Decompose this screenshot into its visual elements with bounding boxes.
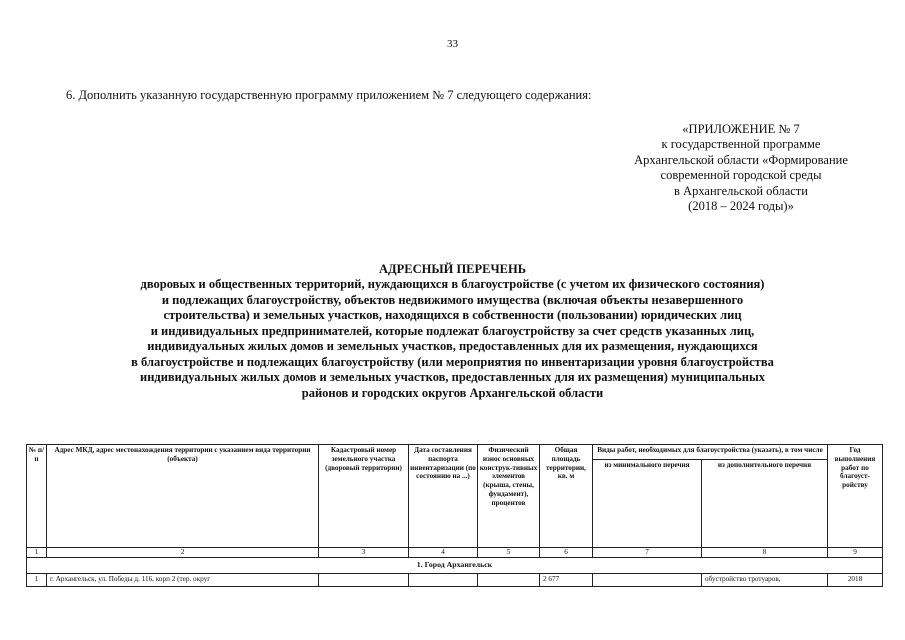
column-number: 8 xyxy=(702,548,828,558)
cell-cadastral xyxy=(319,574,409,587)
header-wear: Физический износ основных конструк-тивных элементов (крыша, стены, фундамент), процентов xyxy=(478,445,540,548)
header-year: Год выполнения работ по благоуст-ройству xyxy=(828,445,883,548)
header-area: Общая площадь территории, кв. м xyxy=(540,445,593,548)
cell-year: 2018 xyxy=(828,574,883,587)
header-works: Виды работ, необходимых для благоустройства (указать), в том числе xyxy=(593,445,828,460)
section-title: 1. Город Архангельск xyxy=(27,558,883,574)
subtitle-line: районов и городских округов Архангельской области xyxy=(301,385,604,400)
cell-works-min xyxy=(593,574,702,587)
column-number: 5 xyxy=(478,548,540,558)
column-number-row xyxy=(27,548,883,558)
address-list-table xyxy=(26,444,883,587)
header-cadastral: Кадастровый номер земельного участка (дворовый территории) xyxy=(319,445,409,548)
column-number: 1 xyxy=(27,548,47,558)
cell-wear xyxy=(478,574,540,587)
subtitle-line: и индивидуальных предпринимателей, которые подлежат благоустройству за счет средств указанных лиц, xyxy=(150,323,755,338)
appendix-line: «ПРИЛОЖЕНИЕ № 7 xyxy=(682,122,800,136)
appendix-line: к государственной программе xyxy=(661,137,821,152)
cell-area: 2 677 xyxy=(540,574,593,587)
header-passport-date: Дата составления паспорта инвентаризации (по состоянию на ...) xyxy=(409,445,478,548)
subtitle-line: в благоустройстве и подлежащих благоустройству (или мероприятия по инвентаризации уровня благоустройства xyxy=(131,354,774,369)
subtitle-line: и подлежащих благоустройству, объектов недвижимого имущества (включая объекты незавершенного xyxy=(161,292,744,307)
header-address: Адрес МКД, адрес местонахождения территории с указанием вида территории (объекта) xyxy=(47,445,319,548)
column-number: 4 xyxy=(409,548,478,558)
subtitle-line: строительства) и земельных участков, находящихся в собственности (пользовании) юридических лиц xyxy=(163,308,742,322)
header-works-extra: из дополнительного перечня xyxy=(702,460,828,548)
page-number: 33 xyxy=(447,38,458,50)
section-row xyxy=(27,558,883,574)
appendix-line: (2018 – 2024 годы)» xyxy=(688,199,794,214)
subtitle-line: индивидуальных жилых домов и земельных участков, предоставленных для их размещения, нуждающихся xyxy=(147,339,758,353)
appendix-line: современной городской среды xyxy=(660,168,822,183)
appendix-line: Архангельской области «Формирование xyxy=(634,152,848,167)
cell-address: г. Архангельск, ул. Победы д. 116, корп 2 (тер. округ xyxy=(47,574,319,587)
column-number: 9 xyxy=(828,548,883,558)
cell-works-extra: обустройство тротуаров, xyxy=(702,574,828,587)
header-works-min: из минимального перечня xyxy=(593,460,702,548)
document-heading: АДРЕСНЫЙ ПЕРЕЧЕНЬ xyxy=(378,262,526,276)
document-subtitle xyxy=(40,277,865,401)
column-number: 2 xyxy=(47,548,319,558)
column-number: 6 xyxy=(540,548,593,558)
amendment-item-6: 6. Дополнить указанную государственную программу приложением № 7 следующего содержания: xyxy=(66,88,592,102)
column-number: 7 xyxy=(593,548,702,558)
subtitle-line: дворовых и общественных территорий, нуждающихся в благоустройстве (с учетом их физического состояния) xyxy=(140,277,765,291)
subtitle-line: индивидуальных жилых домов и земельных участков, предоставленных для их размещения) муниципальных xyxy=(140,370,765,384)
cell-num: 1 xyxy=(27,574,47,587)
column-number: 3 xyxy=(319,548,409,558)
table-header-row xyxy=(27,445,883,460)
cell-passport-date xyxy=(409,574,478,587)
header-num: № п/п xyxy=(27,445,47,548)
appendix-line: в Архангельской области xyxy=(674,183,808,198)
appendix-block xyxy=(600,122,882,214)
table-row xyxy=(27,574,883,587)
